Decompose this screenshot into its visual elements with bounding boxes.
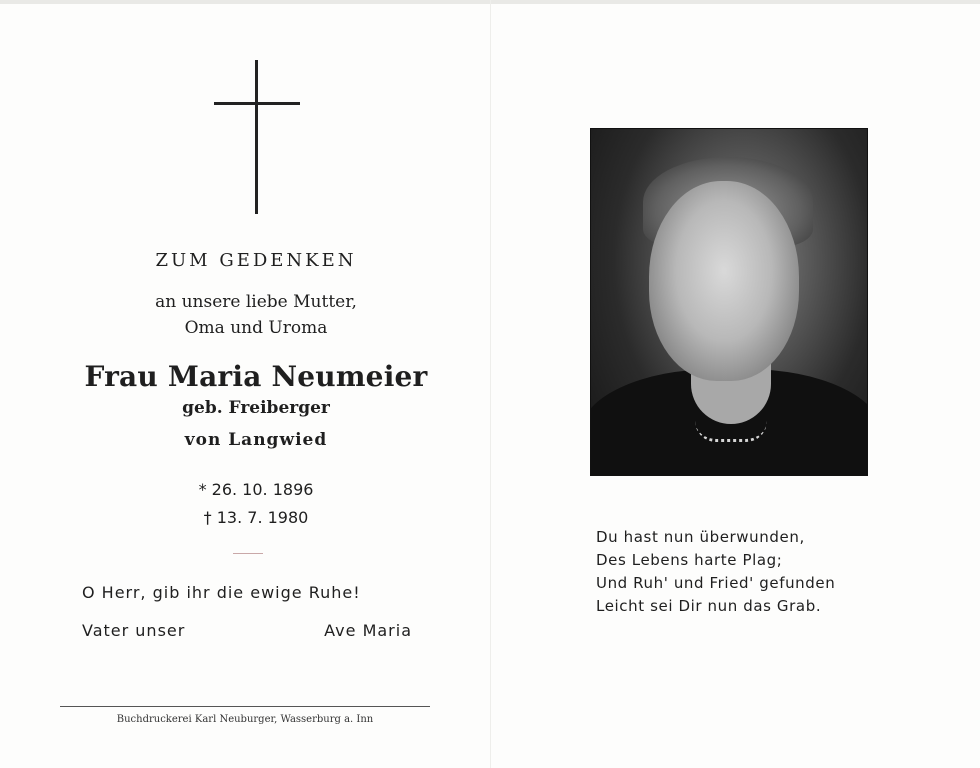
dedication-line-1: an unsere liebe Mutter,	[155, 292, 357, 312]
short-divider	[233, 553, 263, 554]
prayer-vater-unser: Vater unser	[82, 621, 186, 640]
heading: ZUM GEDENKEN	[155, 250, 357, 271]
poem-line-2: Des Lebens harte Plag;	[596, 551, 783, 569]
prayer-ave-maria: Ave Maria	[324, 621, 412, 640]
portrait-face	[649, 181, 799, 381]
cross-vertical-bar	[255, 60, 258, 214]
card-fold-line	[490, 0, 491, 768]
birth-date: * 26. 10. 1896	[198, 480, 314, 499]
deceased-name: Frau Maria Neumeier	[84, 360, 428, 393]
origin: von Langwied	[184, 430, 328, 450]
portrait-necklace	[695, 421, 767, 442]
cross-horizontal-bar	[214, 102, 300, 105]
death-date: † 13. 7. 1980	[203, 508, 309, 527]
birth-name: geb. Freiberger	[182, 398, 330, 418]
life-dates	[60, 476, 452, 532]
cross-icon	[214, 60, 300, 214]
poem-line-1: Du hast nun überwunden,	[596, 528, 805, 546]
poem	[596, 526, 896, 618]
printer-credit: Buchdruckerei Karl Neuburger, Wasserburg a. Inn	[116, 714, 374, 725]
poem-line-4: Leicht sei Dir nun das Grab.	[596, 597, 822, 615]
prayer-line: O Herr, gib ihr die ewige Ruhe!	[82, 583, 361, 602]
poem-line-3: Und Ruh' und Fried' gefunden	[596, 574, 836, 592]
dedication	[60, 289, 452, 341]
portrait-photo	[590, 128, 868, 476]
footer-rule	[60, 706, 430, 707]
dedication-line-2: Oma und Uroma	[184, 318, 328, 338]
